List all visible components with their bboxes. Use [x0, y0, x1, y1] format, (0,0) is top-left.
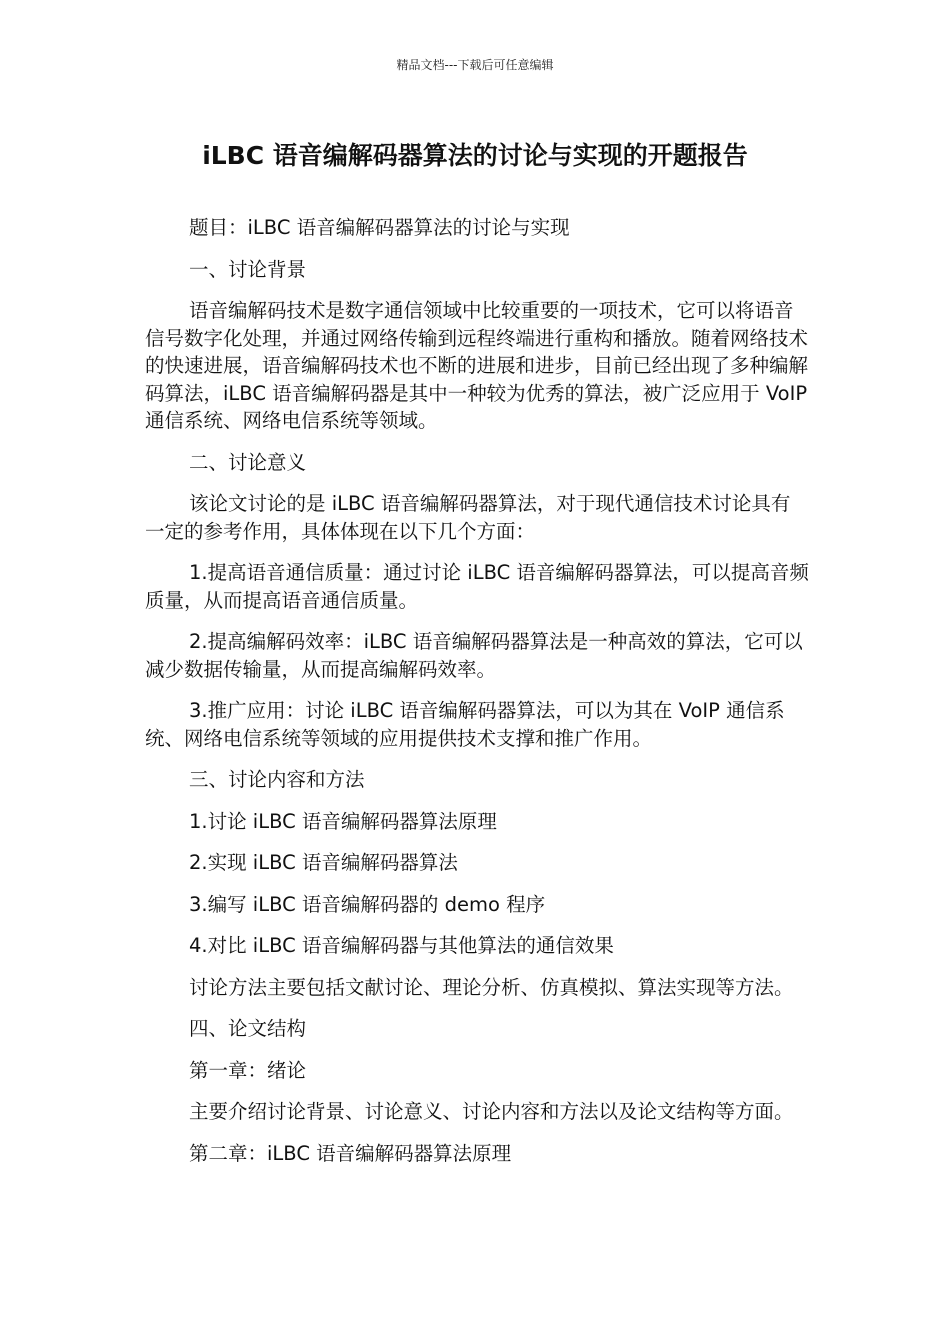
content-item-4: 4.对比 iLBC 语音编解码器与其他算法的通信效果	[189, 934, 614, 957]
methods-paragraph: 讨论方法主要包括文献讨论、理论分析、仿真模拟、算法实现等方法。	[189, 975, 794, 999]
content-item-1: 1.讨论 iLBC 语音编解码器算法原理	[189, 809, 497, 833]
section-heading-structure: 四、论文结构	[189, 1017, 307, 1040]
background-paragraph: 语音编解码技术是数字通信领域中比较重要的一项技术，它可以将语音信号数字化处理，并通过网络传输到远程终端进行重构和播放。随着网络技术的快速进展，语音编解码技术也不断的进展和进步，目前已经出现了多种编解码算法，iLBC 语音编解码器是其中一种较为优秀的算法，被广泛应用于 VoIP 通信系统、网络电信系统等领域。	[145, 299, 809, 432]
significance-point-2: 2.提高编解码效率：iLBC 语音编解码器算法是一种高效的算法，它可以减少数据传输量，从而提高编解码效率。	[145, 630, 803, 681]
content-item-2: 2.实现 iLBC 语音编解码器算法	[189, 851, 458, 874]
section-heading-significance: 二、讨论意义	[189, 450, 307, 474]
section-heading-background: 一、讨论背景	[189, 257, 307, 281]
significance-point-3: 3.推广应用：讨论 iLBC 语音编解码器算法，可以为其在 VoIP 通信系统、网络电信系统等领域的应用提供技术支撑和推广作用。	[145, 699, 785, 750]
chapter-1-heading: 第一章：绪论	[189, 1058, 307, 1082]
topic-line: 题目：iLBC 语音编解码器算法的讨论与实现	[189, 216, 570, 239]
chapter-2-heading: 第二章：iLBC 语音编解码器算法原理	[189, 1141, 512, 1165]
content-item-3: 3.编写 iLBC 语音编解码器的 demo 程序	[189, 892, 546, 916]
document-title: iLBC 语音编解码器算法的讨论与实现的开题报告	[202, 141, 748, 170]
chapter-1-description: 主要介绍讨论背景、讨论意义、讨论内容和方法以及论文结构等方面。	[189, 1100, 794, 1123]
section-heading-content-methods: 三、讨论内容和方法	[189, 768, 365, 791]
significance-intro-paragraph: 该论文讨论的是 iLBC 语音编解码器算法，对于现代通信技术讨论具有一定的参考作用，具体体现在以下几个方面：	[145, 492, 791, 543]
header-note: 精品文档---下载后可任意编辑	[396, 58, 554, 72]
significance-point-1: 1.提高语音通信质量：通过讨论 iLBC 语音编解码器算法，可以提高音频质量，从而提高语音通信质量。	[145, 561, 809, 612]
document-body	[145, 214, 809, 1181]
